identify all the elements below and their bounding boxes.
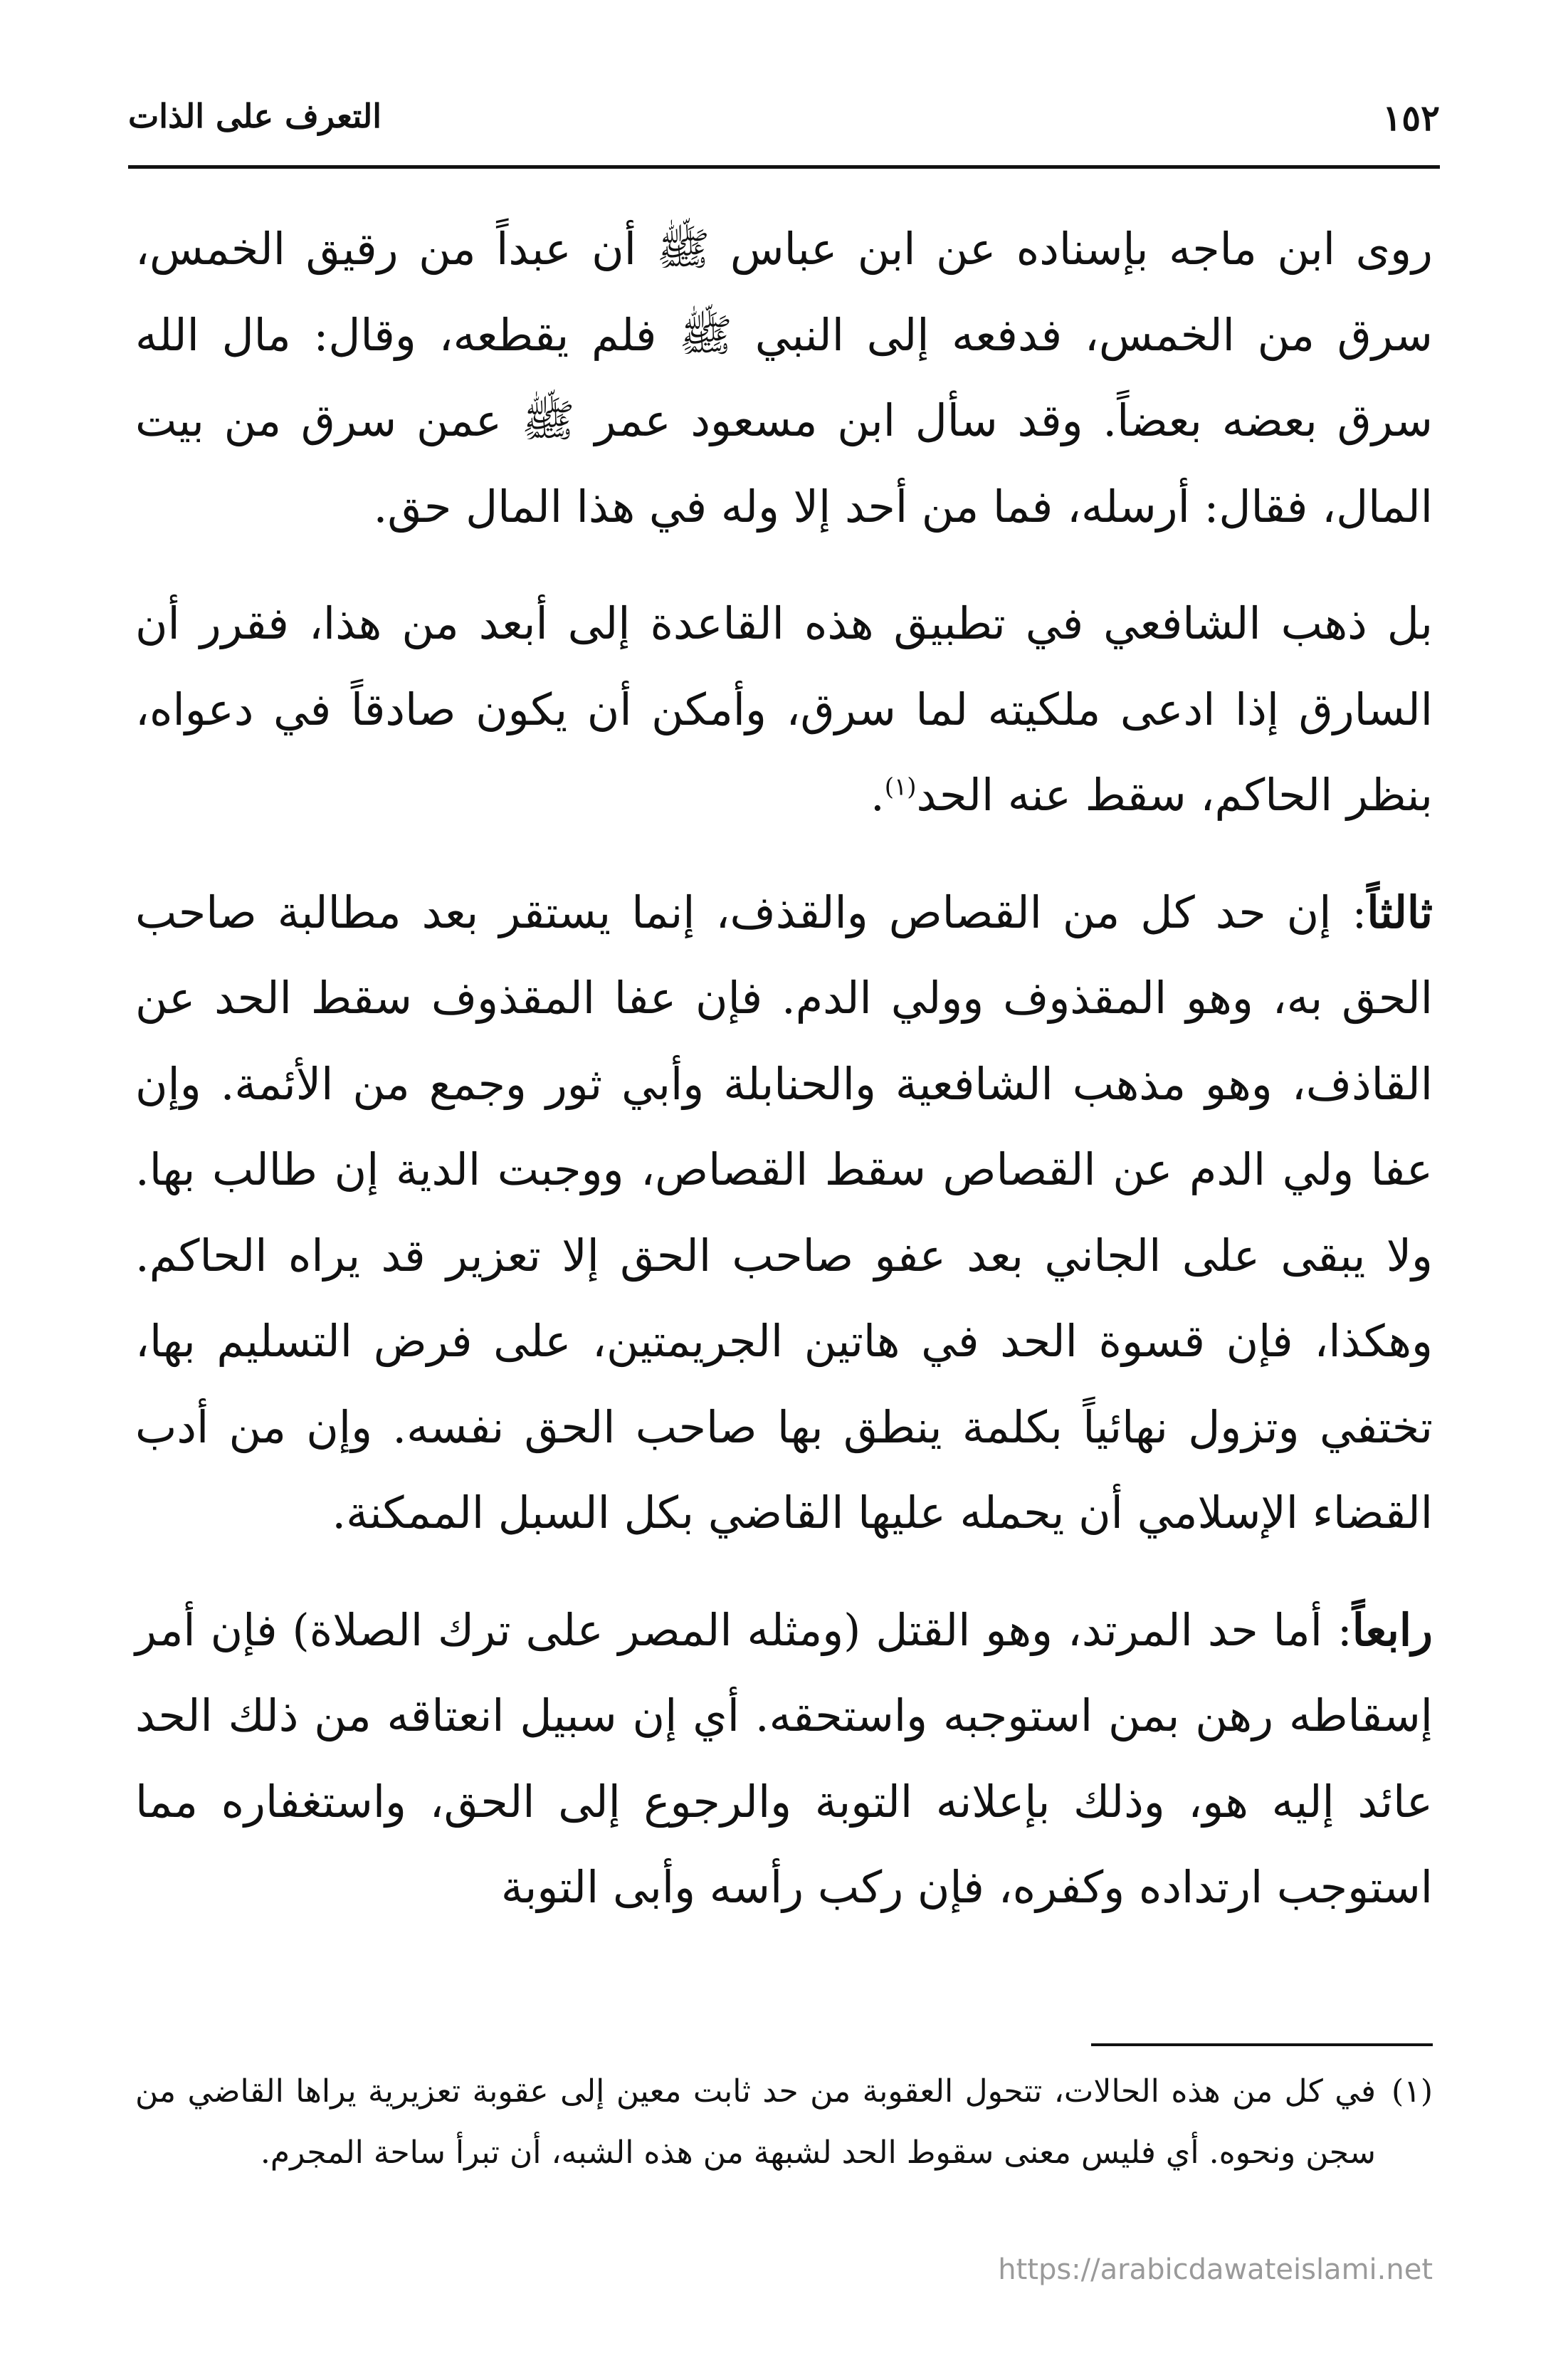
footnote [135,2061,1433,2184]
paragraph-text: روى ابن ماجه بإسناده عن ابن عباس ﷺ أن عبداً من رقيق الخمس، سرق من الخمس، فدفعه إلى النبي ﷺ فلم يقطعه، وقال: مال الله سرق بعضه بعضاً. وقد سأل ابن مسعود عمر ﷺ عمن سرق من بيت المال، فقال: أرسله، فما من أحد إلا وله في هذا المال حق. [135,223,1433,533]
footnote-text: في كل من هذه الحالات، تتحول العقوبة من حد ثابت معين إلى عقوبة تعزيرية يراها القاضي من سجن ونحوه. أي فليس معنى سقوط الحد لشبهة من هذه الشبه، أن تبرأ ساحة المجرم. [135,2073,1376,2171]
footnote-body [135,2061,1433,2184]
watermark-url: https://arabicdawateislami.net [998,2253,1433,2286]
running-head [128,93,1440,157]
footnote-reference[interactable]: (١) [884,772,917,802]
paragraph-4 [135,1588,1433,1931]
running-title: التعرف على الذات [128,97,382,135]
footnote-number: (١) [1391,2073,1433,2110]
paragraph-lead-word: ثالثاً [1367,886,1433,938]
header-rule [128,165,1440,169]
paragraph-end-punctuation: . [870,769,885,821]
paragraph-text: : إن حد كل من القصاص والقذف، إنما يستقر بعد مطالبة صاحب الحق به، وهو المقذوف وولي الدم. فإن عفا المقذوف سقط الحد عن القاذف، وهو مذهب الشافعية والحنابلة وأبي ثور وجمع من الأئمة. وإن عفا ولي الدم عن القصاص سقط القصاص، ووجبت الدية إن طالب بها. ولا يبقى على الجاني بعد عفو صاحب الحق إلا تعزير قد يراه الحاكم. وهكذا، فإن قسوة الحد في هاتين الجريمتين، على فرض التسليم بها، تختفي وتزول نهائياً بكلمة ينطق بها صاحب الحق نفسه. وإن من أدب القضاء الإسلامي أن يحمله عليها القاضي بكل السبل الممكنة. [135,886,1433,1539]
paragraph-1 [135,206,1433,550]
footnote-rule [1091,2043,1433,2046]
page-number: ١٥٢ [1382,97,1440,139]
paragraph-text: : أما حد المرتد، وهو القتل (ومثله المصر على ترك الصلاة) فإن أمر إسقاطه رهن بمن استوجبه واستحقه. أي إن سبيل انعتاقه من ذلك الحد عائد إليه هو، وذلك بإعلانه التوبة والرجوع إلى الحق، واستغفاره مما استوجب ارتداده وكفره، فإن ركب رأسه وأبى التوبة [135,1603,1433,1913]
paragraph-3 [135,870,1433,1556]
body-text [135,206,1433,1962]
paragraph-2 [135,581,1433,839]
paragraph-text: بل ذهب الشافعي في تطبيق هذه القاعدة إلى أبعد من هذا، فقرر أن السارق إذا ادعى ملكيته لما سرق، وأمكن أن يكون صادقاً في دعواه، بنظر الحاكم، سقط عنه الحد [135,597,1433,821]
paragraph-lead-word: رابعاً [1352,1603,1433,1656]
